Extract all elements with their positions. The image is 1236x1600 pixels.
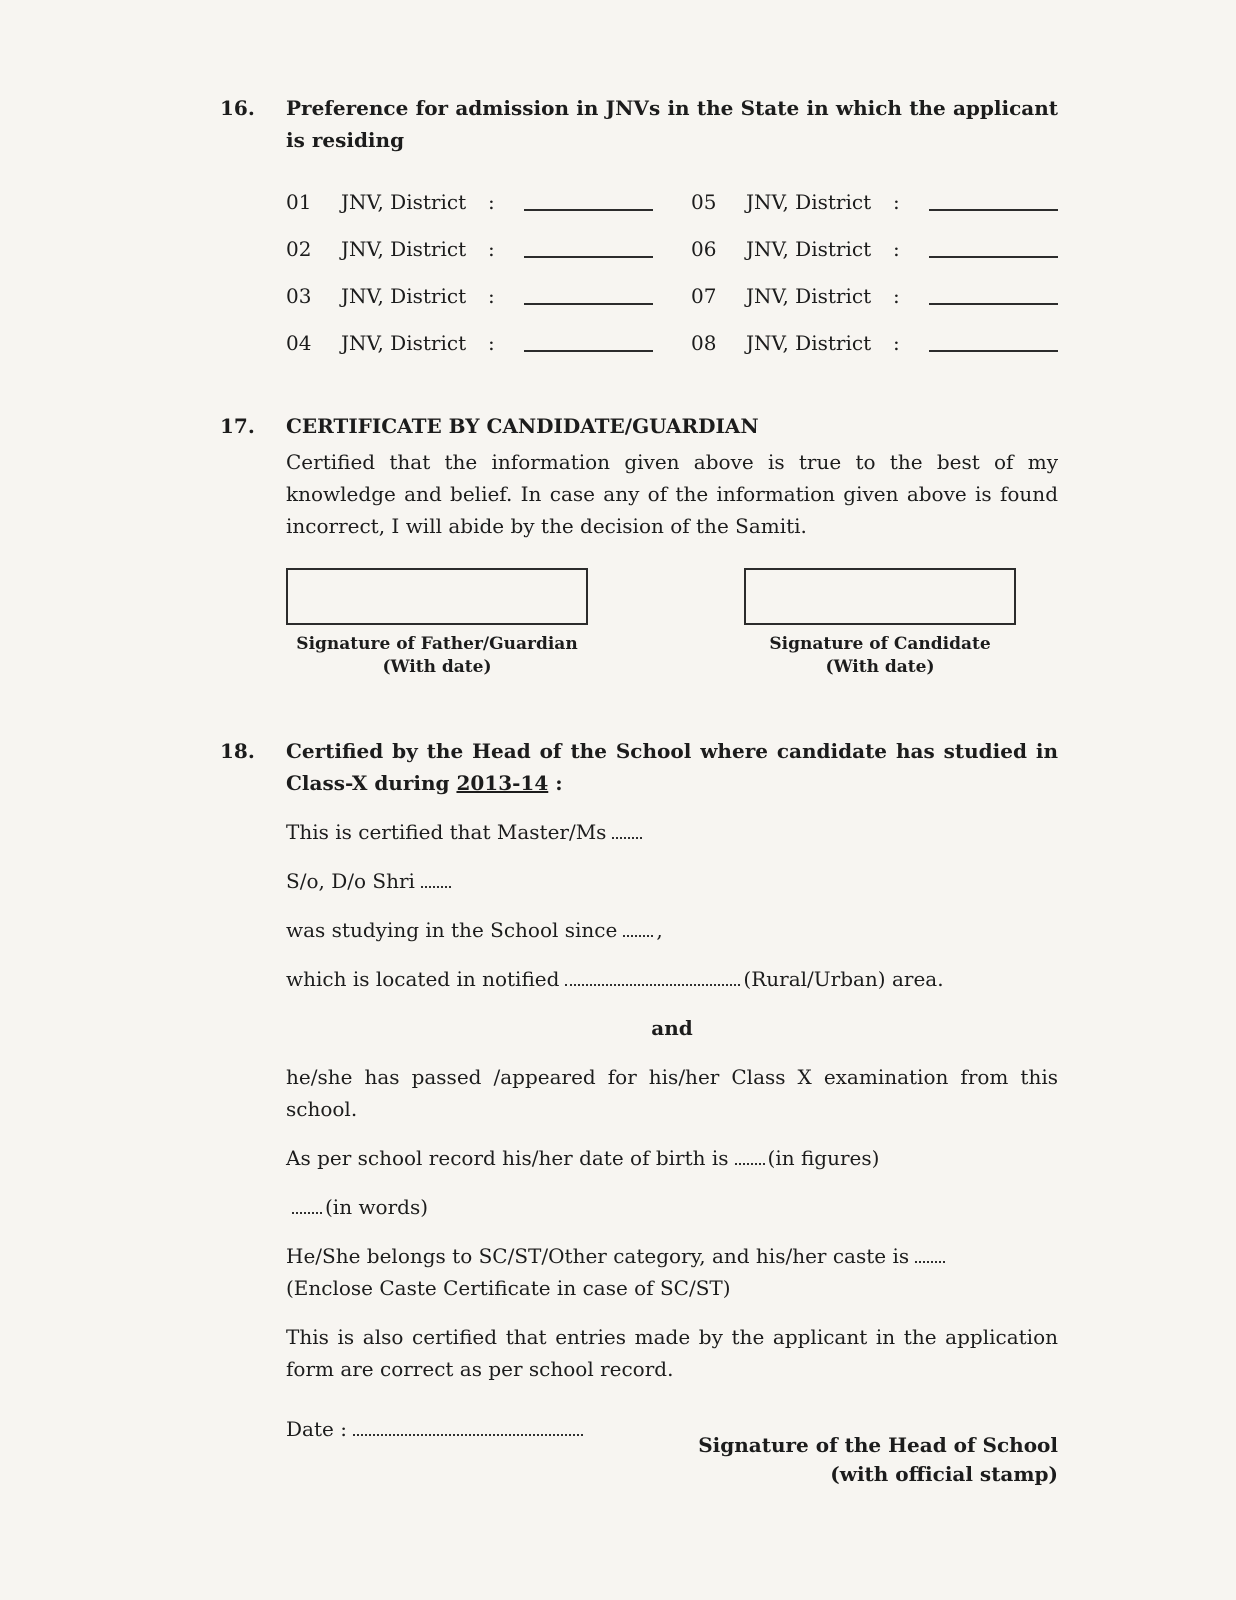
jnv-row-2 bbox=[286, 233, 1058, 265]
section-18-title-year: 2013-14 bbox=[456, 770, 549, 795]
candidate-signature-label: Signature of Candidate bbox=[769, 634, 991, 654]
section-17-title: CERTIFICATE BY CANDIDATE/GUARDIAN bbox=[286, 414, 759, 438]
jnv-district-blank bbox=[524, 209, 653, 211]
jnv-item-01 bbox=[286, 186, 653, 218]
dob-figures-line bbox=[286, 1142, 1058, 1174]
jnv-row-3 bbox=[286, 280, 1058, 312]
father-guardian-signature-block bbox=[286, 568, 588, 679]
jnv-item-label: JNV, District bbox=[746, 190, 872, 214]
jnv-item-number: 05 bbox=[691, 190, 717, 214]
dob-figures-text: As per school record his/her date of birth is bbox=[286, 1145, 729, 1170]
jnv-item-02 bbox=[286, 233, 653, 265]
studying-since-text: was studying in the School since bbox=[286, 917, 618, 942]
studying-since-comma: , bbox=[656, 917, 663, 942]
in-figures-label: (in figures) bbox=[767, 1145, 880, 1170]
dotted-fill bbox=[623, 935, 653, 937]
dob-words-line bbox=[286, 1191, 1058, 1223]
jnv-item-colon: : bbox=[893, 331, 900, 355]
jnv-row-1 bbox=[286, 186, 1058, 218]
jnv-item-07 bbox=[691, 280, 1058, 312]
father-guardian-signature-box bbox=[286, 568, 588, 625]
dotted-fill bbox=[915, 1261, 945, 1263]
jnv-item-colon: : bbox=[893, 190, 900, 214]
jnv-item-number: 04 bbox=[286, 331, 312, 355]
in-words-label: (in words) bbox=[325, 1194, 429, 1219]
date-label: Date : bbox=[286, 1416, 347, 1441]
dotted-fill bbox=[565, 984, 740, 986]
jnv-item-colon: : bbox=[488, 190, 495, 214]
son-daughter-of-text: S/o, D/o Shri bbox=[286, 868, 415, 893]
jnv-item-label: JNV, District bbox=[341, 331, 467, 355]
section-16-body bbox=[286, 92, 1058, 374]
candidate-signature-block bbox=[744, 568, 1016, 679]
section-18-title-pre: Certified by the Head of the School where candidate has studied in Class-X during bbox=[286, 738, 1058, 795]
jnv-item-colon: : bbox=[893, 237, 900, 261]
jnv-district-blank bbox=[524, 256, 653, 258]
jnv-item-colon: : bbox=[488, 237, 495, 261]
located-notified-line bbox=[286, 963, 1058, 995]
jnv-item-label: JNV, District bbox=[341, 190, 467, 214]
father-guardian-signature-label: Signature of Father/Guardian bbox=[296, 634, 578, 654]
certificate-declaration-text: Certified that the information given above is true to the best of my knowledge and belief. In case any of the information given above is found incorrect, I will abide by the decision of the Samiti. bbox=[286, 450, 1058, 538]
jnv-district-blank bbox=[929, 209, 1058, 211]
section-18-body bbox=[286, 735, 1058, 1489]
jnv-item-label: JNV, District bbox=[341, 284, 467, 308]
jnv-item-colon: : bbox=[488, 284, 495, 308]
certified-master-text: This is certified that Master/Ms bbox=[286, 819, 607, 844]
jnv-item-number: 02 bbox=[286, 237, 312, 261]
located-notified-text: which is located in notified bbox=[286, 966, 560, 991]
jnv-item-05 bbox=[691, 186, 1058, 218]
jnv-item-label: JNV, District bbox=[341, 237, 467, 261]
section-17 bbox=[220, 410, 1058, 679]
jnv-item-number: 06 bbox=[691, 237, 717, 261]
jnv-row-4 bbox=[286, 327, 1058, 359]
signature-row bbox=[286, 568, 1016, 679]
official-stamp-label: (with official stamp) bbox=[830, 1461, 1058, 1486]
dotted-fill bbox=[612, 837, 642, 839]
certified-master-line bbox=[286, 816, 1058, 848]
jnv-preference-list bbox=[286, 186, 1058, 359]
section-16 bbox=[220, 92, 1058, 374]
studying-since-line bbox=[286, 914, 1058, 946]
category-caste-line bbox=[286, 1240, 1058, 1272]
candidate-signature-sublabel: (With date) bbox=[825, 656, 935, 677]
jnv-item-08 bbox=[691, 327, 1058, 359]
jnv-item-06 bbox=[691, 233, 1058, 265]
jnv-item-number: 01 bbox=[286, 190, 312, 214]
rural-urban-text: (Rural/Urban) area. bbox=[743, 966, 944, 991]
date-line bbox=[286, 1413, 586, 1445]
dotted-fill bbox=[421, 886, 451, 888]
head-of-school-signature-block bbox=[698, 1431, 1058, 1489]
jnv-district-blank bbox=[929, 303, 1058, 305]
section-17-number: 17. bbox=[220, 414, 255, 438]
jnv-item-number: 08 bbox=[691, 331, 717, 355]
jnv-item-label: JNV, District bbox=[746, 284, 872, 308]
section-17-body bbox=[286, 410, 1058, 679]
jnv-district-blank bbox=[929, 350, 1058, 352]
section-16-number: 16. bbox=[220, 96, 255, 120]
jnv-item-03 bbox=[286, 280, 653, 312]
date-signature-row bbox=[286, 1413, 1058, 1489]
jnv-item-label: JNV, District bbox=[746, 331, 872, 355]
candidate-signature-box bbox=[744, 568, 1016, 625]
and-connector: and bbox=[651, 1015, 693, 1040]
jnv-district-blank bbox=[524, 303, 653, 305]
father-guardian-signature-sublabel: (With date) bbox=[382, 656, 492, 677]
section-18-number: 18. bbox=[220, 738, 255, 763]
section-18-title bbox=[286, 735, 1058, 799]
passed-appeared-text: he/she has passed /appeared for his/her Class X examination from this school. bbox=[286, 1064, 1058, 1121]
jnv-item-number: 07 bbox=[691, 284, 717, 308]
jnv-district-blank bbox=[524, 350, 653, 352]
dotted-fill bbox=[353, 1434, 583, 1436]
dotted-fill bbox=[292, 1212, 322, 1214]
jnv-item-colon: : bbox=[488, 331, 495, 355]
jnv-item-04 bbox=[286, 327, 653, 359]
section-18 bbox=[220, 735, 1058, 1489]
dotted-fill bbox=[735, 1163, 765, 1165]
jnv-district-blank bbox=[929, 256, 1058, 258]
caste-certificate-note: (Enclose Caste Certificate in case of SC/ST) bbox=[286, 1275, 731, 1300]
head-of-school-signature-label: Signature of the Head of School bbox=[698, 1432, 1058, 1457]
section-18-title-post: : bbox=[548, 770, 563, 795]
jnv-item-label: JNV, District bbox=[746, 237, 872, 261]
entries-correct-text: This is also certified that entries made by the applicant in the application form are correct as per school record. bbox=[286, 1324, 1058, 1381]
section-16-title: Preference for admission in JNVs in the State in which the applicant is residing bbox=[286, 96, 1058, 152]
category-caste-text: He/She belongs to SC/ST/Other category, and his/her caste is bbox=[286, 1243, 910, 1268]
son-daughter-of-line bbox=[286, 865, 1058, 897]
jnv-item-number: 03 bbox=[286, 284, 312, 308]
jnv-item-colon: : bbox=[893, 284, 900, 308]
